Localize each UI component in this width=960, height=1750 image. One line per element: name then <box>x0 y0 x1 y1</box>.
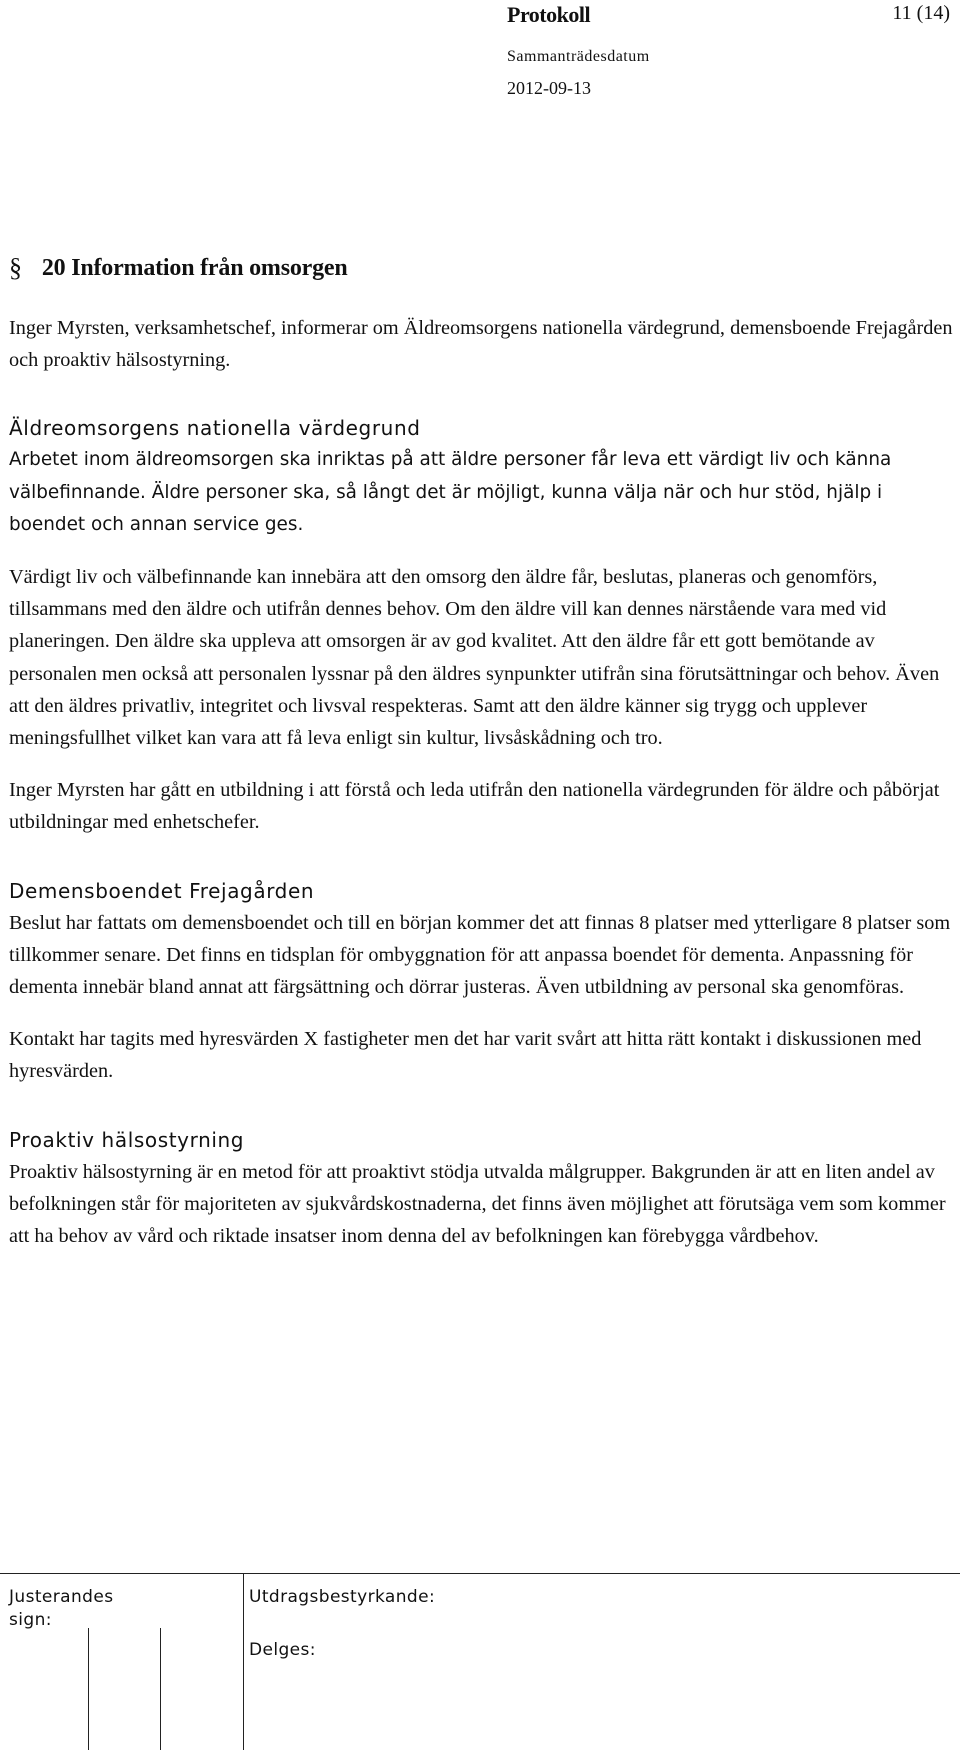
paragraph-symbol: § <box>9 253 22 282</box>
page-number: 11 (14) <box>892 2 950 24</box>
values-paragraph-1b: Äldre personer ska, så långt det är möjligt, kunna välja när och hur stöd, hjälp i boendet och annan service ges. <box>9 481 883 535</box>
values-paragraph-1 <box>9 444 954 541</box>
dementia-heading: Demensboendet Frejagården <box>9 878 315 903</box>
values-paragraph-1a: Arbetet inom äldreomsorgen ska inriktas på att äldre personer får leva ett värdigt liv och känna välbefinnande. <box>9 449 892 503</box>
signature-footer <box>0 1573 960 1750</box>
section-heading <box>9 253 348 283</box>
footer-column-divider <box>243 1573 244 1750</box>
protocol-body <box>9 312 954 1252</box>
section-title: 20 Information från omsorgen <box>41 254 348 281</box>
values-paragraph-3: Inger Myrsten har gått en utbildning i att förstå och leda utifrån den nationella värdegrunden för äldre och påbörjat utbildningar med enhetschefer. <box>9 779 940 834</box>
dementia-paragraph-1: Beslut har fattats om demensboendet och till en början kommer det att finnas 8 platser med ytterligare 8 platser som tillkommer senare. Det finns en tidsplan för ombyggnation för att anpassa boendet för dementa. Anpassning för dementa innebär bland annat att färgsättning och dörrar justeras. Även utbildning av personal ska genomföras. <box>9 911 951 999</box>
proactive-paragraph-1: Proaktiv hälsostyrning är en metod för att proaktivt stödja utvalda målgrupper. Bakgrunden är att en liten andel av befolkningen står för majoriteten av sjukvårdskostnaderna, det finns även möjlighet att förutsäga vem som kommer att ha behov av vård och riktade insatser inom denna del av befolkningen kan förebygga vårdbehov. <box>9 1160 946 1248</box>
meeting-date-label: Sammanträdesdatum <box>507 48 650 65</box>
document-title: Protokoll <box>507 2 591 27</box>
signature-box-divider-2 <box>160 1628 161 1750</box>
dementia-paragraph-2: Kontakt har tagits med hyresvärden X fastigheter men det har varit svårt att hitta rätt kontakt i diskussionen med hyresvärden. <box>9 1028 922 1083</box>
signature-box-divider-1 <box>88 1628 89 1750</box>
intro-paragraph: Inger Myrsten, verksamhetschef, informerar om Äldreomsorgens nationella värdegrund, demensboende Frejagården och proaktiv hälsostyrning. <box>9 317 953 372</box>
proactive-heading: Proaktiv hälsostyrning <box>9 1127 245 1152</box>
meeting-date: 2012-09-13 <box>507 78 591 98</box>
values-paragraph-2: Värdigt liv och välbefinnande kan innebära att den omsorg den äldre får, beslutas, planeras och genomförs, tillsammans med den äldre och utifrån dennes behov. Om den äldre vill kan dennes närstående vara med vid planeringen. Den äldre ska uppleva att omsorgen är av god kvalitet. Att den äldre får ett gott bemötande av personalen men också att personalen lyssnar på den äldres synpunkter utifrån sina förutsättningar och behov. Även att den äldres privatliv, integritet och livsval respekteras. Samt att den äldre känner sig trygg och upplever meningsfullhet vilket kan vara att få leva enligt sin kultur, livsåskådning och tro. <box>9 566 940 750</box>
justerandes-label: Justerandes <box>9 1587 114 1607</box>
footer-divider <box>0 1573 960 1574</box>
justerandes-sign-label: sign: <box>9 1610 52 1630</box>
values-heading: Äldreomsorgens nationella värdegrund <box>9 416 421 441</box>
utdragsbestyrkande-label: Utdragsbestyrkande: <box>249 1587 436 1607</box>
delges-label: Delges: <box>249 1640 316 1660</box>
